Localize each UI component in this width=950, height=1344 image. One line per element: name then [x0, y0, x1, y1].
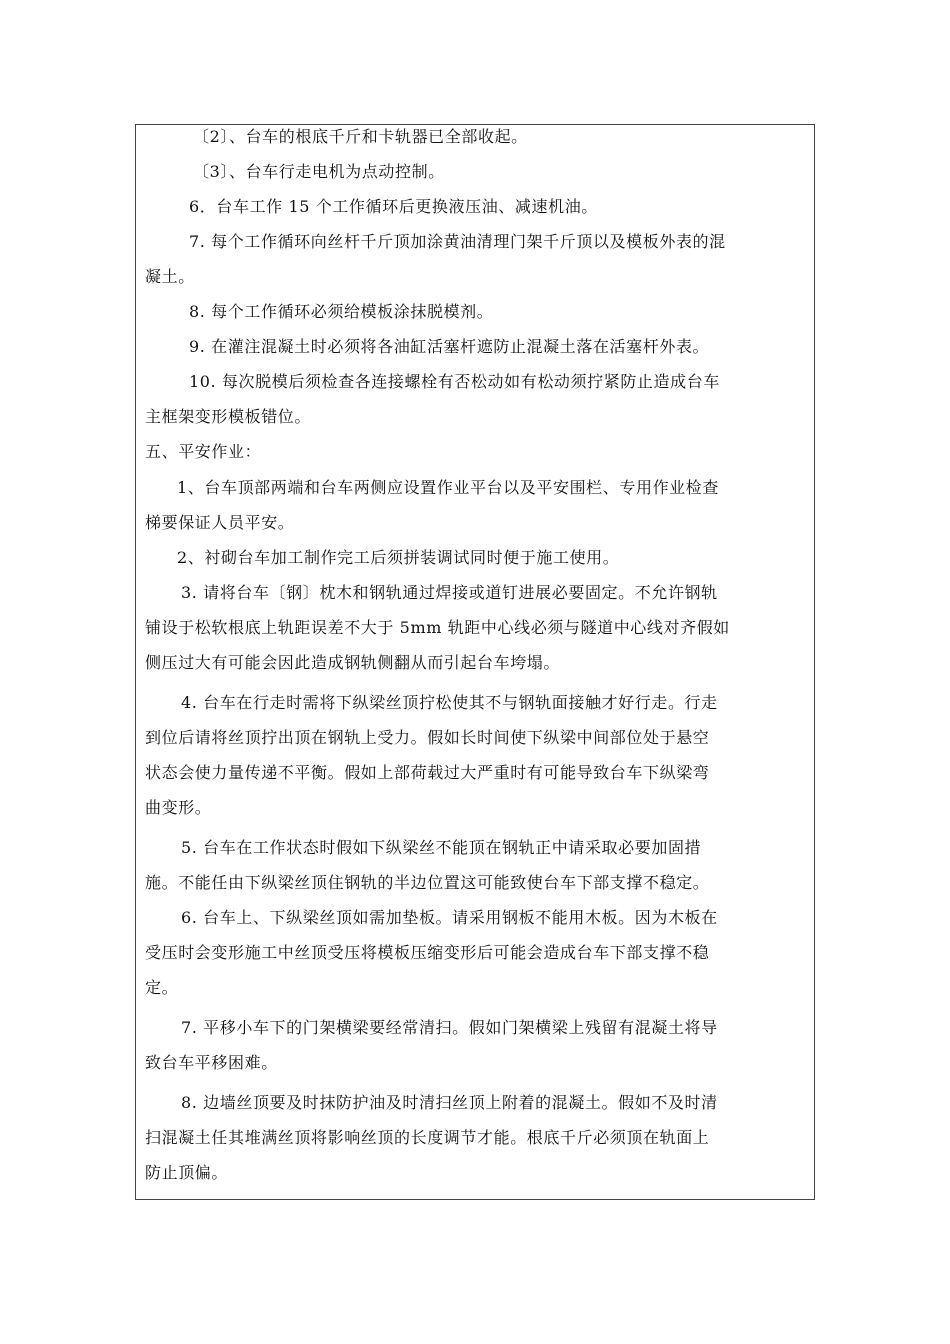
- text-line: 8. 每个工作循环必须给模板涂抹脱模剂。: [189, 302, 494, 321]
- text-line: 7. 平移小车下的门架横梁要经常清扫。假如门架横梁上残留有混凝土将导: [181, 1018, 718, 1037]
- text-line: 5. 台车在工作状态时假如下纵梁丝不能顶在钢轨正中请采取必要加固措: [181, 838, 702, 857]
- text-line: 到位后请将丝顶拧出顶在钢轨上受力。假如长时间使下纵梁中间部位处于悬空: [145, 728, 710, 747]
- text-line: 致台车平移困难。: [145, 1053, 278, 1072]
- text-line: 梯要保证人员平安。: [145, 513, 295, 532]
- text-line: 〔2〕、台车的根底千斤和卡轨器已全部收起。: [193, 127, 528, 146]
- text-line: 防止顶偏。: [145, 1163, 229, 1182]
- text-line: 受压时会变形施工中丝顶受压将模板压缩变形后可能会造成台车下部支撑不稳: [145, 943, 710, 962]
- text-line: 施。不能任由下纵梁丝顶住钢轨的半边位置这可能致使台车下部支撑不稳定。: [145, 873, 710, 892]
- text-line: 1、台车顶部两端和台车两侧应设置作业平台以及平安围栏、专用作业检查: [177, 478, 719, 497]
- text-line: 凝土。: [145, 267, 195, 286]
- text-line: 曲变形。: [145, 798, 212, 817]
- text-line: 6．台车工作 15 个工作循环后更换液压油、减速机油。: [189, 197, 598, 216]
- text-line: 主框架变形模板错位。: [145, 407, 312, 426]
- text-line: 10. 每次脱模后须检查各连接螺栓有否松动如有松动须拧紧防止造成台车: [189, 372, 720, 391]
- text-line: 扫混凝土任其堆满丝顶将影响丝顶的长度调节才能。根底千斤必须顶在轨面上: [145, 1128, 710, 1147]
- section-heading: 五、平安作业：: [145, 442, 262, 461]
- text-line: 7. 每个工作循环向丝杆千斤顶加涂黄油清理门架千斤顶以及模板外表的混: [189, 232, 726, 251]
- text-line: 6. 台车上、下纵梁丝顶如需加垫板。请采用钢板不能用木板。因为木板在: [181, 908, 718, 927]
- text-line: 定。: [145, 978, 179, 997]
- text-line: 铺设于松软根底上轨距误差不大于 5mm 轨距中心线必须与隧道中心线对齐假如: [145, 618, 730, 637]
- text-line: 8. 边墙丝顶要及时抹防护油及时清扫丝顶上附着的混凝土。假如不及时清: [181, 1093, 718, 1112]
- text-line: 状态会使力量传递不平衡。假如上部荷载过大严重时有可能导致台车下纵梁弯: [145, 763, 710, 782]
- text-line: 4. 台车在行走时需将下纵梁丝顶拧松使其不与钢轨面接触才好行走。行走: [181, 693, 718, 712]
- text-line: 2、衬砌台车加工制作完工后须拼装调试同时便于施工使用。: [177, 548, 620, 567]
- text-line: 3. 请将台车〔钢〕枕木和钢轨通过焊接或道钉进展必要固定。不允许钢轨: [181, 583, 718, 602]
- text-line: 9. 在灌注混凝土时必须将各油缸活塞杆遮防止混凝土落在活塞杆外表。: [189, 337, 710, 356]
- text-line: 〔3〕、台车行走电机为点动控制。: [193, 162, 445, 181]
- text-line: 侧压过大有可能会因此造成钢轨侧翻从而引起台车垮塌。: [145, 653, 561, 672]
